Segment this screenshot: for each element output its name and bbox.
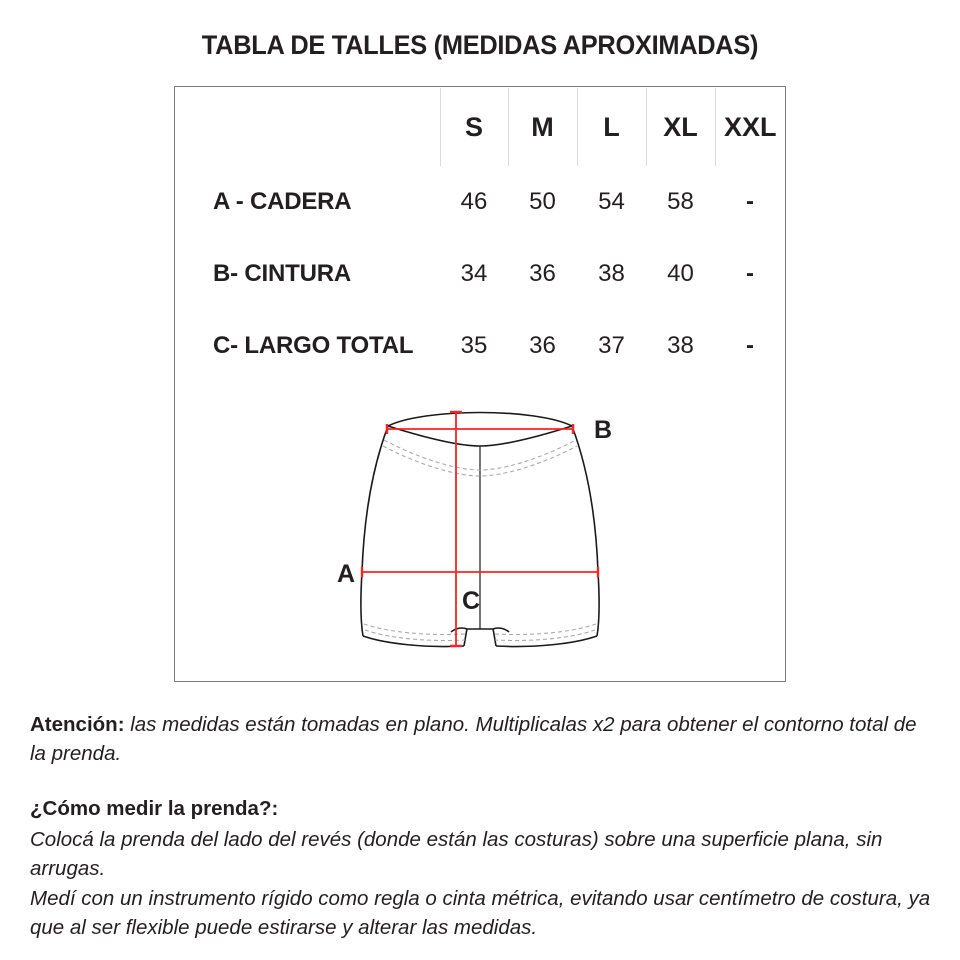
cell-cintura-l: 38 xyxy=(598,260,625,287)
table-row xyxy=(175,310,785,382)
attention-paragraph xyxy=(30,710,935,768)
cell-cintura-m: 36 xyxy=(529,260,556,287)
table-row xyxy=(175,166,785,238)
column-header-m: M xyxy=(508,88,577,166)
column-header-s: S xyxy=(440,88,508,166)
cell-largo-m: 36 xyxy=(529,332,556,359)
column-header-xxl: XXL xyxy=(715,88,785,166)
cell-cadera-xxl: - xyxy=(746,188,754,215)
column-header-l: L xyxy=(577,88,646,166)
cell-cintura-xl: 40 xyxy=(667,260,694,287)
cell-largo-s: 35 xyxy=(460,332,488,359)
table-corner-cell xyxy=(175,88,440,166)
column-header-xl: XL xyxy=(646,88,715,166)
row-label-cintura: B- CINTURA xyxy=(213,260,351,287)
cell-cadera-m: 50 xyxy=(529,188,556,215)
page-title: TABLA DE TALLES (MEDIDAS APROXIMADAS) xyxy=(201,30,759,60)
cell-largo-l: 37 xyxy=(598,332,625,359)
table-header-row xyxy=(175,88,785,166)
cell-largo-xxl: - xyxy=(746,332,754,359)
notes-section xyxy=(30,710,935,942)
size-table xyxy=(175,88,785,382)
cell-cintura-xxl: - xyxy=(746,260,754,287)
label-b: B xyxy=(594,416,613,444)
cell-cadera-s: 46 xyxy=(460,188,488,215)
cell-cadera-xl: 58 xyxy=(667,188,694,215)
how-to-measure-heading: ¿Cómo medir la prenda?: xyxy=(30,797,279,821)
label-a: A xyxy=(337,560,356,588)
how-to-line-1: Colocá la prenda del lado del revés (donde están las costuras) sobre una superficie plana, sin arrugas. xyxy=(30,828,883,881)
garment-diagram xyxy=(174,396,786,682)
row-label-cadera: A - CADERA xyxy=(213,188,352,215)
cell-cintura-s: 34 xyxy=(460,260,488,287)
attention-text: las medidas están tomadas en plano. Multiplicalas x2 para obtener el contorno total de la prenda. xyxy=(30,713,917,766)
cell-cadera-l: 54 xyxy=(598,188,625,215)
label-c: C xyxy=(462,587,481,615)
cell-largo-xl: 38 xyxy=(667,332,694,359)
attention-label: Atención: xyxy=(30,713,125,736)
how-to-line-2: Medí con un instrumento rígido como regla o cinta métrica, evitando usar centímetro de costura, ya que al ser flexible puede estirarse y alterar las medidas. xyxy=(30,886,931,939)
table-row xyxy=(175,238,785,310)
row-label-largo-total: C- LARGO TOTAL xyxy=(213,332,414,359)
